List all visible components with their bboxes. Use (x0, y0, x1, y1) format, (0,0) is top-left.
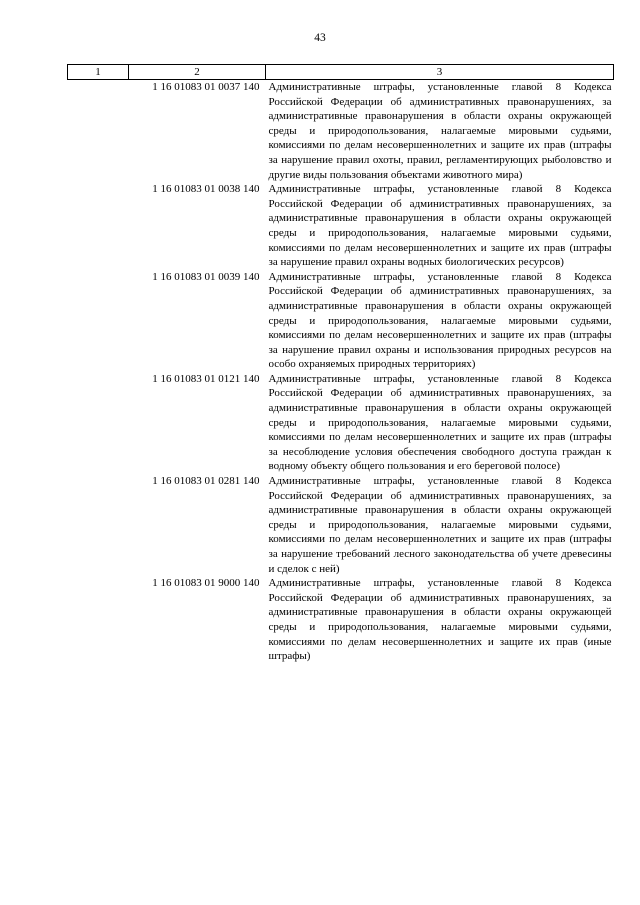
budget-code: 1 16 01083 01 0037 140 (152, 81, 260, 93)
description-text: Административные штрафы, установленные главой 8 Кодекса Российской Федерации об административных правонарушениях, за административные правонарушения в области охраны окружающей среды и природопользования, налагаемые мировыми судьями, комиссиями по делам несовершеннолетних и защите их прав (штрафы за несоблюдение условия обеспечения свободного доступа граждан к водному объекту общего пользования и его береговой полосе) (268, 372, 612, 473)
row-column-1 (68, 80, 129, 183)
row-description (266, 474, 614, 576)
table-row (68, 182, 614, 270)
description-text: Административные штрафы, установленные главой 8 Кодекса Российской Федерации об административных правонарушениях, за административные правонарушения в области охраны окружающей среды и природопользования, налагаемые мировыми судьями, комиссиями по делам несовершеннолетних и защите их прав (штрафы за нарушение требований лесного законодательства об учете древесины и сделок с ней) (268, 475, 612, 575)
table-row (68, 576, 614, 664)
budget-code: 1 16 01083 01 0038 140 (152, 183, 260, 196)
row-column-1 (68, 474, 129, 576)
table-header (68, 65, 614, 80)
table-row (68, 372, 614, 474)
description-text: Административные штрафы, установленные главой 8 Кодекса Российской Федерации об административных правонарушениях, за административные правонарушения в области охраны окружающей среды и природопользования, налагаемые мировыми судьями, комиссиями по делам несовершеннолетних и защите их прав (штрафы за нарушение правил охраны и использования природных ресурсов на особо охраняемых природных территориях) (268, 270, 612, 371)
table-row (68, 80, 614, 183)
description-text: Административные штрафы, установленные главой 8 Кодекса Российской Федерации об административных правонарушениях, за административные правонарушения в области охраны окружающей среды и природопользования, налагаемые мировыми судьями, комиссиями по делам несовершеннолетних и защите их прав (штрафы за нарушение правил охоты, правил, регламентирующих рыболовство и другие виды пользования объектами животного мира) (268, 81, 612, 181)
header-column-2: 2 (129, 65, 266, 80)
header-column-1: 1 (68, 65, 129, 80)
header-row (68, 65, 614, 80)
header-column-3: 3 (266, 65, 614, 80)
budget-code: 1 16 01083 01 0121 140 (152, 372, 260, 385)
table-row (68, 474, 614, 576)
row-description (266, 182, 614, 270)
row-column-1 (68, 576, 129, 664)
budget-classification-table (67, 64, 614, 664)
table-row (68, 270, 614, 372)
description-text: Административные штрафы, установленные главой 8 Кодекса Российской Федерации об административных правонарушениях, за административные правонарушения в области охраны окружающей среды и природопользования, налагаемые мировыми судьями, комиссиями по делам несовершеннолетних и защите их прав (иные штрафы) (268, 577, 612, 663)
page-number: 43 (314, 32, 326, 44)
budget-code: 1 16 01083 01 0281 140 (152, 475, 260, 488)
row-description (266, 372, 614, 474)
table-body (68, 80, 614, 664)
row-column-1 (68, 270, 129, 372)
row-column-1 (68, 182, 129, 270)
budget-code: 1 16 01083 01 0039 140 (152, 270, 260, 283)
row-column-1 (68, 372, 129, 474)
budget-code: 1 16 01083 01 9000 140 (152, 577, 260, 590)
row-description (266, 270, 614, 372)
row-description (266, 80, 614, 183)
row-description (266, 576, 614, 664)
description-text: Административные штрафы, установленные главой 8 Кодекса Российской Федерации об административных правонарушениях, за административные правонарушения в области охраны окружающей среды и природопользования, налагаемые мировыми судьями, комиссиями по делам несовершеннолетних и защите их прав (штрафы за нарушение правил охраны водных биологических ресурсов) (268, 183, 612, 269)
